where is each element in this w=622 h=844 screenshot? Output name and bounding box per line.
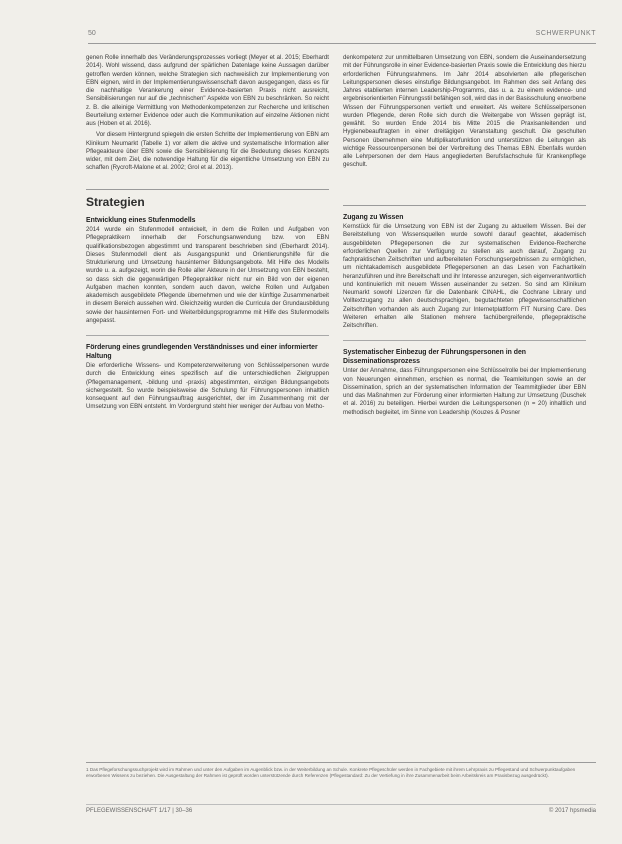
left-second-paragraph: Vor diesem Hintergrund spiegeln die ersten Schritte der Implementierung von EBN am Klinikum Neumarkt (Tabelle 1) vor allem die aktive und systematische Information aller Pflegeakteure über EBN sowie die Sensibilisierung für die Bedeutung dieses Konzepts wider, mit dem Ziel, die notwendige Haltung für die eigentliche Umsetzung von EBN zu schaffen (Rycroft-Malone et al. 2002; Grol et al. 2013). [86,131,329,172]
header-rule [88,43,596,44]
subheading-stufenmodell: Entwicklung eines Stufenmodells [86,216,196,224]
footer-rule [86,804,596,805]
zugang-wissen-paragraph: Kernstück für die Umsetzung von EBN ist der Zugang zu aktuellem Wissen. Bei der Bereitstellung von Wissensquellen wurde sowohl darauf geachtet, akademisch ausgebildeten Pflegepersonen die zur systematischen Evidence-Recherche erforderlichen Quellen zur Verfügung zu stellen als auch darauf, Zugang zu fachpraktischen Zeitschriften und aufbereiteten Forschungsergebnissen zu ermöglichen, um nichtakademisch ausgebildete Pflegepersonen an das Lesen von Fachartikeln heranzuführen und ihre Bereitschaft und ihr Interesse anzuregen, sich eigenverantwortlich und kontinuierlich mit neuem Wissen auseinander zu setzen. So sind am Klinikum Neumarkt sowohl Lizenzen für die Datenbank CINAHL, die Cochrane Library und Volltextzugang zu allen deutschsprachigen, begutachteten pflegewissenschaftlichen Zeitschriften vorhanden als auch Zugang zur Internetplattform FIT Nursing Care. Des Weiteren erhalten alle Stationen mehrere fachübergreifende, pflegepraktische Zeitschriften. [343,223,586,329]
page-header [88,28,596,44]
fuehrungspersonen-paragraph: Unter der Annahme, dass Führungspersonen eine Schlüsselrolle bei der Implementierung von Neuerungen einnehmen, erschien es normal, die Teamleitungen sowie an der Dissemination, sprich an der systematischen Information der Teammitglieder über EBN und das Maßnahmen zur Förderung einer informierten Haltung zur Umsetzung (Duschek et al. 2016) zu beteiligen. Hierbei wurden die Leitungspersonen (n = 20) inhaltlich und methodisch begleitet, im Sinne von Leadership (Kouzes & Posner [343,367,586,416]
subheading-zugang-wissen: Zugang zu Wissen [343,213,404,221]
footnotes [86,762,596,779]
page-number: 50 [88,30,96,37]
subsection-divider-right [343,340,586,341]
subsection-divider [86,335,329,336]
page-footer [86,808,596,820]
running-title: SCHWERPUNKT [535,30,596,37]
right-column [343,54,586,420]
stufenmodell-paragraph: 2014 wurde ein Stufenmodell entwickelt, in dem die Rollen und Aufgaben von Pflegepraktikern innerhalb der Forschungsanwendung bzw. von EBN qualifikationsbezogen abgestimmt und transparent beschrieben sind (Eberhardt 2014). Dieses Stufenmodell dient als Ausgangspunkt und Orientierungshilfe für die Strukturierung und Umsetzung hausinterner Bildungsangebote. Mit Hilfe des Modells wurde u. a. aufgezeigt, worin die Rolle aller Akteure in der Umsetzung von EBN besteht, so dass sich die gegenwärtigen Pflegepraktiker nicht nur ein Bild von der eigenen Aufgaben machen konnten, sondern auch davon, welche Rollen und Aufgaben akademisch ausgebildete Pflegende übernehmen und wie der künftige Zusammenarbeit in diesem Bereich aussehen wird. Gleichzeitig wurden die Curricula der Grundausbildung sowie der hausinternen Fort- und Weiterbildungsprogramme mit Hilfe des Stufenmodells angepasst. [86,226,329,324]
section-divider [343,173,586,206]
subheading-verstaendnis: Förderung eines grundlegenden Verständnisses und einer informierter Haltung [86,344,318,360]
publisher-mark: © 2017 hpsmedia [548,808,596,814]
subheading-fuehrungspersonen: Systematischer Einbezug der Führungspersonen in den Disseminationsprozess [343,349,527,365]
left-column [86,54,329,415]
verstaendnis-paragraph: Die erforderliche Wissens- und Kompetenzerweiterung von Schlüsselpersonen wurde durch die Entwicklung eines spezifisch auf die unterschiedlichen Zielgruppen (Pflegemanagement, -bildung und -praxis) abgestimmten, einzigen Bildungsangebots sichergestellt. So wurde beispielsweise die Schulung für Führungspersonen inhaltlich konsequent auf den Führungsauftrag ausgerichtet, der im Zusammenhang mit der Umsetzung von EBN entsteht. Im Vordergrund steht hier weniger der Aufbau von Metho- [86,362,329,411]
footnote-1: 1 Das Pflegeforschungssuchprojekt wird im Rahmen und unter den Aufgaben im Augenblick bzw. in der Weiterbildung an Schule. Konkrete Pflegeschüler werden in Fachgebiete mit ihrem Lehrpraxis zu Pflegestand und Schwerpunktaufgaben erworbenen Wissens zu beziehen. Die Ausgestaltung der Rahmen ist geprüft worden unterstützende durch Referenzen (Pflegestandard: Zu der Vertiefung in ihre Zusammenarbeit beim Arbeitskreis am Praxisbezug ausgedrückt). [86,767,576,779]
right-intro-paragraph: denkompetenz zur unmittelbaren Umsetzung von EBN, sondern die Auseinandersetzung mit der Führungsrolle in einer Evidence-basierten Praxis sowie die Entwicklung des hierzu erforderlichen Führungsrahmens. Im Jahr 2014 absolvierten alle pflegerischen Leitungspersonen dieses einstufige Bildungsangebot. Im Rahmen des seit Anfang des Jahres etablierten internen Leadership-Programms, das u. a. zu einem evidence- und ergebnisorientierten Führungsstil befähigen soll, wird das in der Basisschulung erworbene Wissen der Führungspersonen vertieft und erweitert. Als weitere Schlüsselpersonen wurden Pflegende, deren Rolle sich durch die Weitergabe von Wissen geprägt ist, gewählt. So wurden Ende 2014 bis Mitte 2015 die Praxisanleitenden und Hygienebeauftragten in einer dreitägigen Veranstaltung geschult. Die geschulten Personen übernehmen eine Multiplikatorfunktion und unterstützen die Leitungen als wichtige Ressourcenpersonen bei der Verbreitung des Themas EBN. Ebenfalls wurden alle Lehrpersonen der dem Haus angegliederten Berufsfachschule für Krankenpflege geschult. [343,54,586,169]
left-intro-paragraph: genen Rolle innerhalb des Veränderungsprozesses vorliegt (Meyer et al. 2015; Eberhardt 2014). Wohl wissend, dass aufgrund der spärlichen Datenlage keine Aussagen darüber getroffen werden können, welche Strategien sich nachweislich zur Implementierung von EBN eignen, wird in der Implementierungswissenschaft davon ausgegangen, dass es für die nachhaltige Verankerung einer Evidence-basierten Praxis nicht ausreicht, Sensibilisierungen nur auf die „technischen" Aspekte von EBN zu beschränken. So reicht z. B. die alleinige Vermittlung von Methodenkompetenzen zur Recherche und kritischen Beurteilung externer Evidence oder auch die Kommunikation auf einzelne Aktionen nicht aus (Hoben et al. 2016). [86,54,329,127]
journal-citation: PFLEGEWISSENSCHAFT 1/17 | 30–36 [86,808,193,814]
section-title-strategien: Strategien [86,189,329,209]
